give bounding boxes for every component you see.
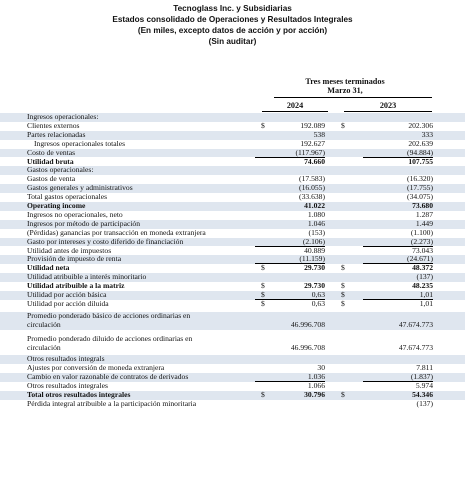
row-label: Total gastos operacionales <box>27 192 108 202</box>
value-2023: 47.674.773 <box>398 319 433 329</box>
value-2024: (33.638) <box>299 192 325 202</box>
row-label: Ingresos operacionales: <box>27 112 99 121</box>
currency-symbol-2023: $ <box>341 390 345 399</box>
value-2023: (137) <box>416 272 433 282</box>
audit-note: (Sin auditar) <box>208 37 257 46</box>
value-2023: (94.884) <box>363 149 433 158</box>
value-2023: 1.449 <box>415 218 433 228</box>
value-2024: 538 <box>313 129 325 139</box>
row-label: Otros resultados integrales <box>27 381 108 391</box>
year-2024-underline <box>262 111 328 112</box>
value-2024: (17.583) <box>299 174 325 184</box>
value-2023: (34.075) <box>407 192 433 202</box>
table-row <box>0 344 465 353</box>
value-2023: 333 <box>421 129 433 139</box>
value-2024: 46.996.708 <box>290 319 325 329</box>
row-label: Clientes externos <box>27 120 80 130</box>
row-label: Utilidad por acción diluida <box>27 298 109 308</box>
row-label: Ingresos por método de participación <box>27 218 141 228</box>
value-2024: 192.627 <box>300 138 325 148</box>
year-2023-underline <box>344 111 432 112</box>
value-2024: (2.106) <box>255 238 325 247</box>
value-2024: 1.046 <box>307 218 325 228</box>
value-2024: 1.066 <box>307 381 325 391</box>
value-2024: (153) <box>308 227 325 237</box>
row-label: Ajustes por conversión de moneda extranjera <box>27 363 165 373</box>
currency-symbol-2024: $ <box>261 281 265 291</box>
value-2023: (24.671) <box>363 255 433 264</box>
value-2023: 1,01 <box>363 291 433 300</box>
row-label: circulación <box>27 319 61 329</box>
row-label: (Pérdidas) ganancias por transacción en moneda extranjera <box>27 227 206 237</box>
units-note: (En miles, excepto datos de acción y por acción) <box>137 26 328 35</box>
value-2024: 29.730 <box>304 281 325 291</box>
value-2023: 48.372 <box>412 263 433 273</box>
currency-symbol-2024: $ <box>261 290 265 299</box>
value-2023: 1,01 <box>419 298 433 308</box>
table-row <box>0 321 465 330</box>
value-2023: (2.273) <box>363 238 433 247</box>
row-label: Pérdida integral atribuible a la participación minoritaria <box>27 398 197 408</box>
row-label: Utilidad antes de impuestos <box>27 245 112 255</box>
row-label: Ingresos operacionales totales <box>34 138 126 148</box>
currency-symbol-2023: $ <box>341 298 345 308</box>
row-label: Total otros resultados integrales <box>27 390 131 399</box>
period-line-1: Tres meses terminados <box>305 77 385 86</box>
value-2024: 30.796 <box>304 390 325 399</box>
row-label: Gastos operacionales: <box>27 165 94 175</box>
value-2024: 1.036 <box>255 373 325 382</box>
row-label: Promedio ponderado básico de acciones ordinarias en <box>27 310 191 320</box>
value-2024: 29.730 <box>304 263 325 273</box>
row-label: Costo de ventas <box>27 147 76 157</box>
value-2023: (16.320) <box>407 174 433 184</box>
year-2024: 2024 <box>286 101 304 110</box>
table-row <box>0 255 465 264</box>
currency-symbol-2023: $ <box>341 281 345 291</box>
value-2024: 0,63 <box>255 291 325 300</box>
row-label: Utilidad neta <box>27 263 70 273</box>
value-2023: (137) <box>416 398 433 408</box>
row-label: Ingresos no operacionales, neto <box>27 209 123 219</box>
year-2023: 2023 <box>379 101 397 110</box>
value-2024: 74.660 <box>304 156 325 166</box>
row-label: Promedio ponderado diluido de acciones ordinarias en <box>27 333 193 343</box>
value-2024: (16.055) <box>299 183 325 193</box>
value-2023: 48.235 <box>412 281 433 291</box>
currency-symbol-2023: $ <box>341 290 345 299</box>
currency-symbol-2024: $ <box>261 390 265 399</box>
value-2023: (1.100) <box>410 227 433 237</box>
value-2023: 202.306 <box>408 120 433 130</box>
value-2023: 1.287 <box>415 209 433 219</box>
currency-symbol-2023: $ <box>341 120 345 130</box>
row-label: Gastos generales y administrativos <box>27 183 133 193</box>
value-2023: (17.755) <box>407 183 433 193</box>
row-label: Gasto por intereses y costo diferido de financiación <box>27 236 184 246</box>
row-label: Utilidad atribuible a la matriz <box>27 281 125 291</box>
row-label: circulación <box>27 342 61 352</box>
row-label: Operating income <box>27 201 86 210</box>
row-label: Provisión de impuesto de renta <box>27 254 122 264</box>
value-2023: (1.837) <box>363 373 433 382</box>
table-row <box>0 400 465 409</box>
row-label: Gastos de venta <box>27 174 76 184</box>
table-row <box>0 300 465 309</box>
value-2024: (11.159) <box>255 255 325 264</box>
value-2024: 46.996.708 <box>290 342 325 352</box>
row-label: Utilidad bruta <box>27 156 74 166</box>
currency-symbol-2024: $ <box>261 263 265 273</box>
value-2023: 73.043 <box>412 245 433 255</box>
value-2023: 5.974 <box>415 381 433 391</box>
value-2024: 1.080 <box>307 209 325 219</box>
value-2024: 0,63 <box>311 298 325 308</box>
value-2023: 107.755 <box>408 156 433 166</box>
value-2023: 7.811 <box>416 363 433 373</box>
row-label: Cambio en valor razonable de contratos de derivados <box>27 372 189 382</box>
row-label: Otros resultados integrals <box>27 354 105 364</box>
row-label: Utilidad por acción básica <box>27 290 107 299</box>
currency-symbol-2024: $ <box>261 298 265 308</box>
row-label: Partes relacionadas <box>27 129 86 139</box>
value-2024: 192.089 <box>300 120 325 130</box>
value-2024: (117.967) <box>255 149 325 158</box>
value-2023: 202.639 <box>408 138 433 148</box>
statement-title: Estados consolidado de Operaciones y Resultados Integrales <box>112 15 353 24</box>
period-line-2: Marzo 31, <box>327 86 363 95</box>
table-row <box>0 312 465 321</box>
value-2024: 41.022 <box>304 201 325 210</box>
value-2024: 30 <box>317 363 325 373</box>
row-label: Utilidad atribuible a interés minoritario <box>27 272 147 282</box>
company-name: Tecnoglass Inc. y Subsidiarias <box>173 4 292 13</box>
value-2023: 47.674.773 <box>398 342 433 352</box>
currency-symbol-2024: $ <box>261 120 265 130</box>
period-underline <box>274 97 432 98</box>
value-2024: 40.889 <box>304 245 325 255</box>
value-2023: 73.680 <box>412 201 433 210</box>
value-2023: 54.346 <box>412 390 433 399</box>
currency-symbol-2023: $ <box>341 263 345 273</box>
table-row <box>0 335 465 344</box>
